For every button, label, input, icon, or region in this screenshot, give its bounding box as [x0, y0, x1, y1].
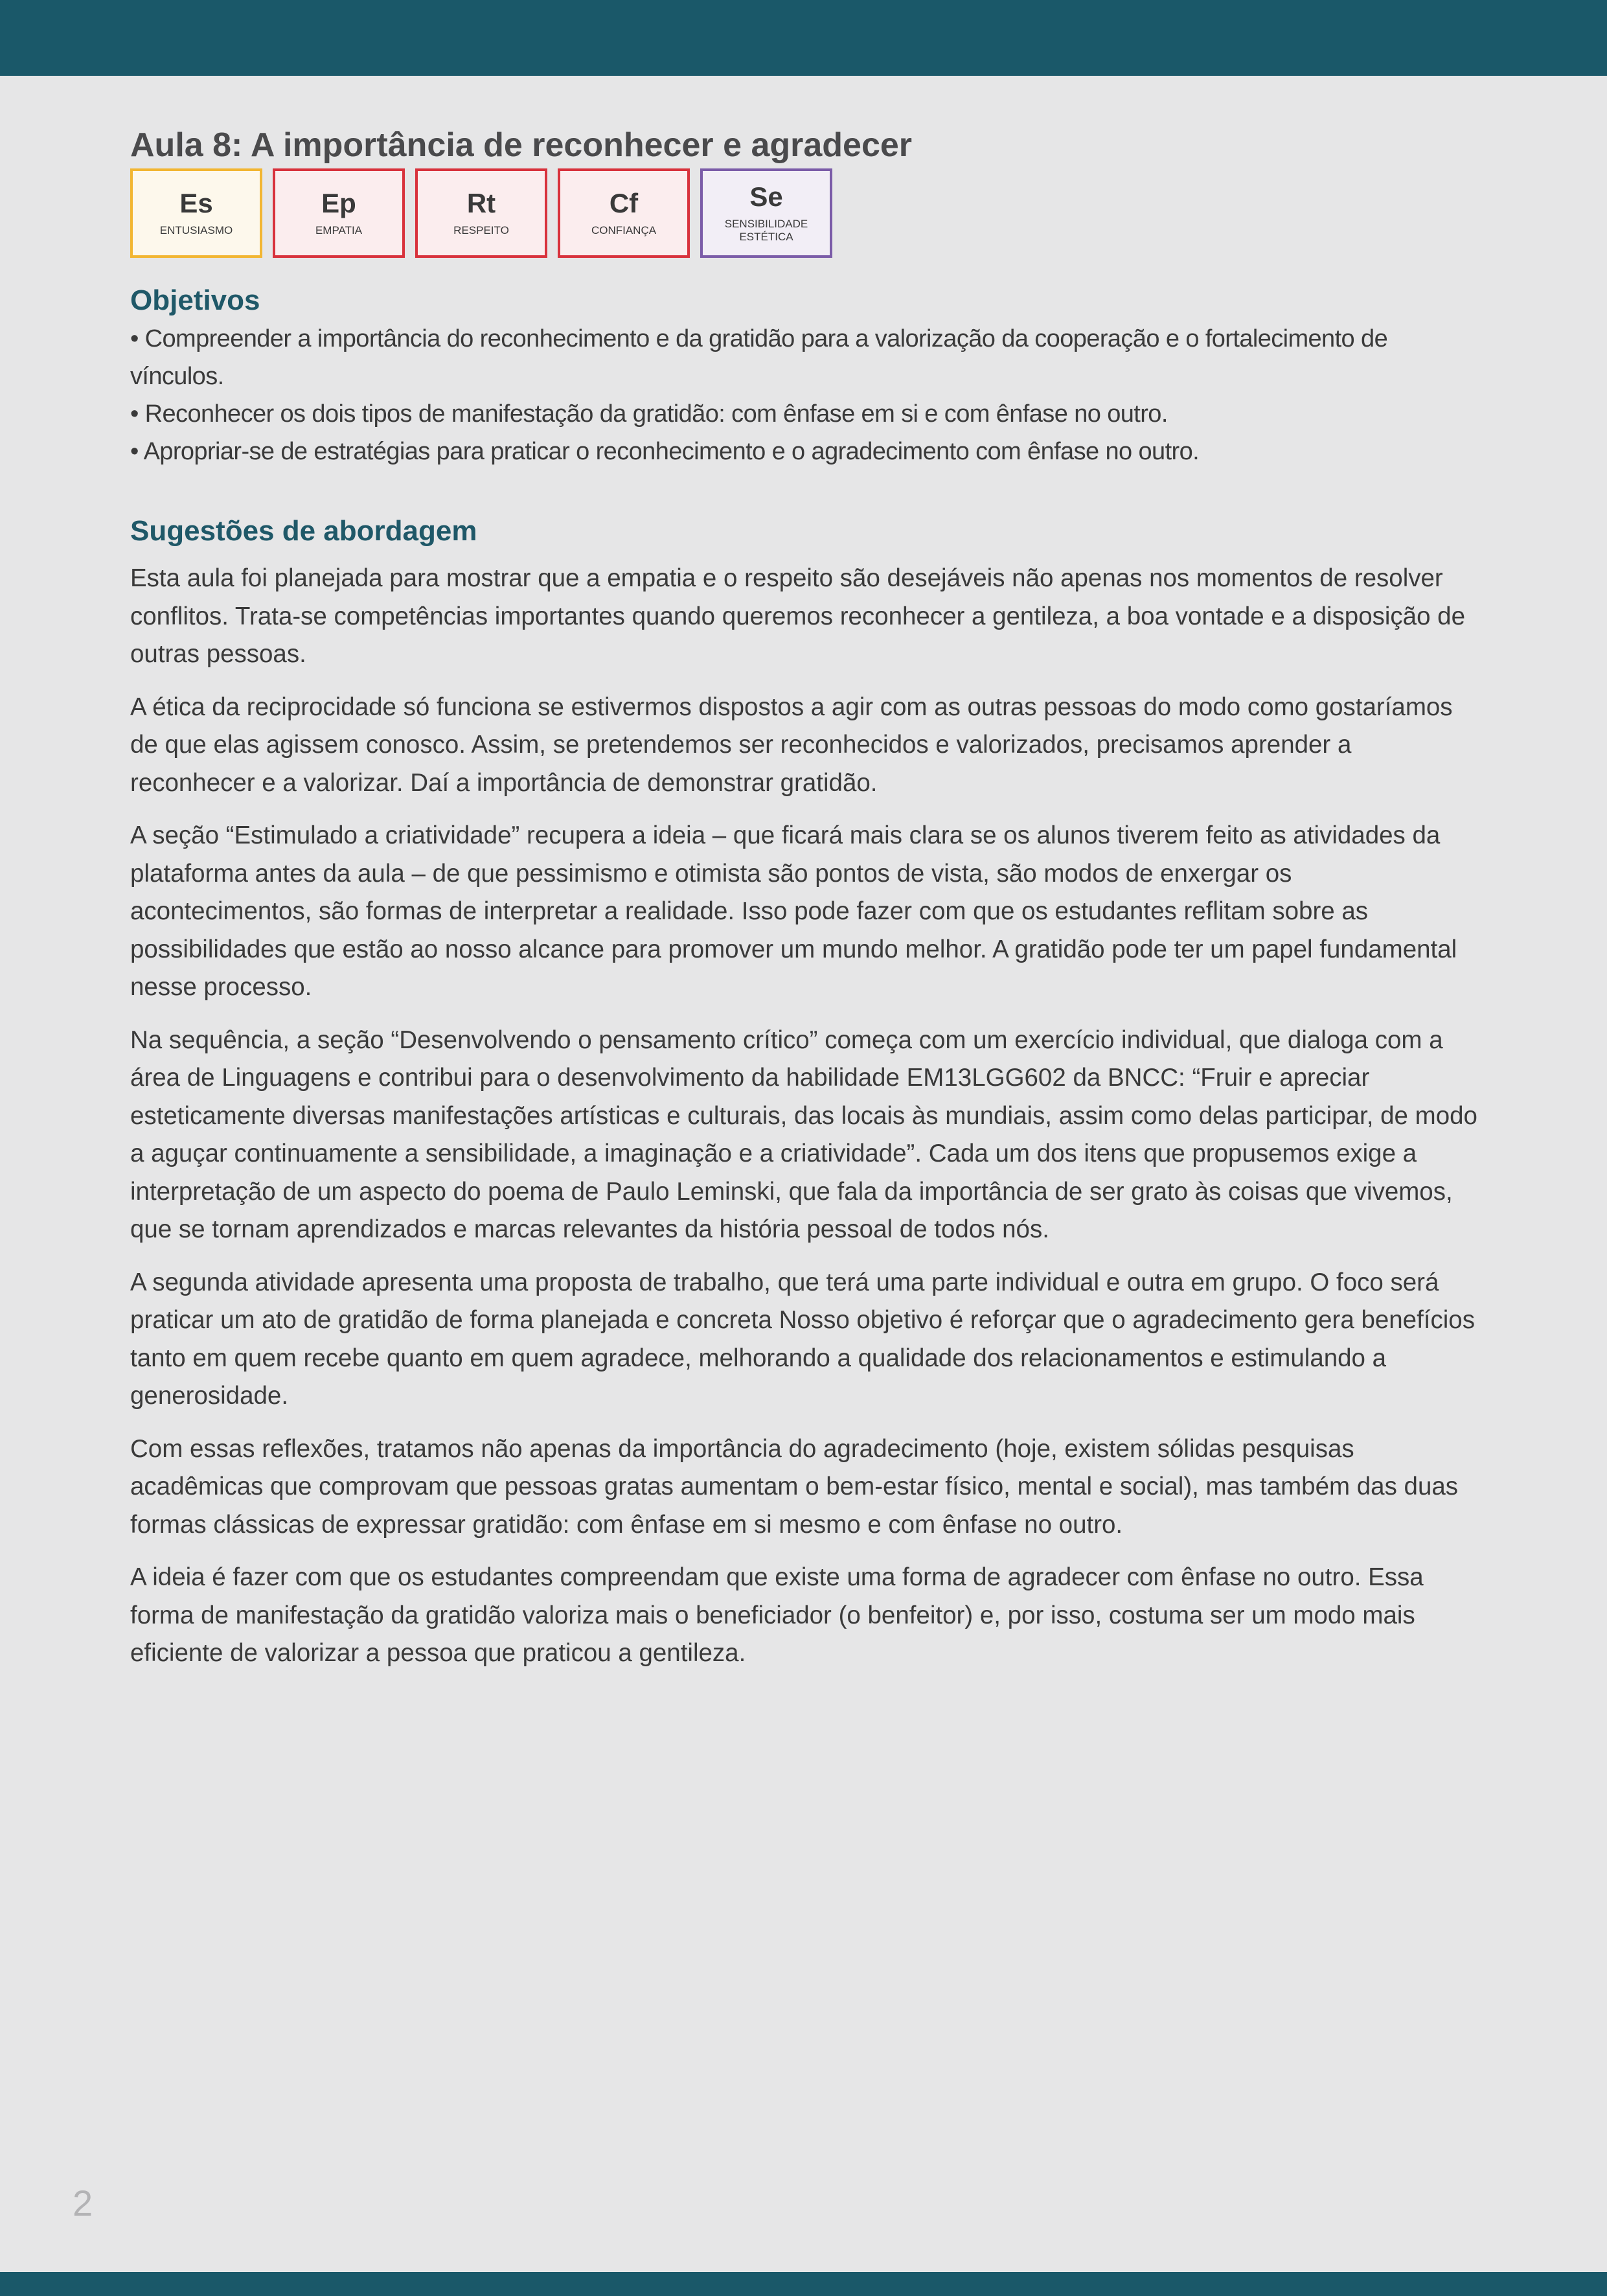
badge-code: Rt	[466, 188, 496, 218]
objectives-list	[130, 320, 1477, 470]
objective-item: • Compreender a importância do reconhecimento e da gratidão para a valorização da cooperação e o fortalecimento de vínculos.	[130, 325, 1388, 390]
page-content	[130, 122, 1477, 1688]
badge-label: RESPEITO	[453, 224, 509, 236]
objective-item: • Reconhecer os dois tipos de manifestação da gratidão: com ênfase em si e com ênfase no outro.	[130, 400, 1168, 428]
paragraph: A segunda atividade apresenta uma proposta de trabalho, que terá uma parte individual e outra em grupo. O foco será praticar um ato de gratidão de forma planejada e concreta Nosso objetivo é reforçar que o agradecimento gera benefícios tanto em quem recebe quanto em quem agradece, melhorando a qualidade dos relacionamentos e estimulando a generosidade.	[130, 1268, 1475, 1410]
paragraph: Com essas reflexões, tratamos não apenas da importância do agradecimento (hoje, existem sólidas pesquisas acadêmicas que comprovam que pessoas gratas aumentam o bem-estar físico, mental e social), mas também das duas formas clássicas de expressar gratidão: com ênfase em si mesmo e com ênfase no outro.	[130, 1434, 1459, 1539]
header-bar	[0, 0, 1607, 76]
paragraph: A seção “Estimulado a criatividade” recupera a ideia – que ficará mais clara se os alunos tiverem feito as atividades da plataforma antes da aula – de que pessimismo e otimista são pontos de vista, são modos de enxergar os acontecimentos, são formas de interpretar a realidade. Isso pode fazer com que os estudantes reflitam sobre as possibilidades que estão ao nosso alcance para promover um mundo melhor. A gratidão pode ter um papel fundamental nesse processo.	[130, 821, 1457, 1001]
objectives-section	[130, 281, 1477, 470]
paragraph: A ética da reciprocidade só funciona se estivermos dispostos a agir com as outras pessoas do modo como gostaríamos de que elas agissem conosco. Assim, se pretendemos ser reconhecidos e valorizados, precisamos aprender a reconhecer e a valorizar. Daí a importância de demonstrar gratidão.	[130, 693, 1453, 797]
badge-code: Ep	[321, 188, 356, 218]
page-title: Aula 8: A importância de reconhecer e agradecer	[130, 126, 913, 164]
approach-title: Sugestões de abordagem	[130, 515, 477, 547]
objectives-title: Objetivos	[130, 284, 260, 316]
page-number: 2	[73, 2183, 93, 2223]
badge-confianca	[558, 168, 690, 258]
paragraph: A ideia é fazer com que os estudantes compreendam que existe uma forma de agradecer com ênfase no outro. Essa forma de manifestação da gratidão valoriza mais o beneficiador (o benfeitor) e, por isso, costuma ser um modo mais eficiente de valorizar a pessoa que praticou a gentileza.	[130, 1563, 1424, 1667]
badge-code: Es	[179, 188, 213, 218]
badge-label: CONFIANÇA	[591, 224, 657, 236]
badge-code: Cf	[609, 188, 639, 218]
badge-sensibilidade-estetica	[700, 168, 832, 258]
footer-bar	[0, 2272, 1607, 2296]
paragraph: Na sequência, a seção “Desenvolvendo o pensamento crítico” começa com um exercício individual, que dialoga com a área de Linguagens e contribui para o desenvolvimento da habilidade EM13LGG602 da BNCC: “Fruir e apreciar esteticamente diversas manifestações artísticas e culturais, das locais às mundiais, assim como delas participar, de modo a aguçar continuamente a sensibilidade, a imaginação e a criatividade”. Cada um dos itens que propusemos exige a interpretação de um aspecto do poema de Paulo Leminski, que fala da importância de ser grato às coisas que vivemos, que se tornam aprendizados e marcas relevantes da história pessoal de todos nós.	[130, 1026, 1477, 1243]
badge-label: SENSIBILIDADE ESTÉTICA	[724, 218, 808, 243]
badge-entusiasmo	[130, 168, 262, 258]
badge-respeito	[415, 168, 547, 258]
badge-label: EMPATIA	[315, 224, 363, 236]
badge-label: ENTUSIASMO	[159, 224, 233, 236]
badge-empatia	[273, 168, 405, 258]
competency-badges	[130, 168, 1477, 258]
badge-code: Se	[749, 181, 783, 212]
approach-section	[130, 512, 1477, 1673]
objective-item: • Apropriar-se de estratégias para praticar o reconhecimento e o agradecimento com ênfase no outro.	[130, 438, 1200, 465]
paragraph: Esta aula foi planejada para mostrar que a empatia e o respeito são desejáveis não apenas nos momentos de resolver conflitos. Trata-se competências importantes quando queremos reconhecer a gentileza, a boa vontade e a disposição de outras pessoas.	[130, 564, 1466, 668]
